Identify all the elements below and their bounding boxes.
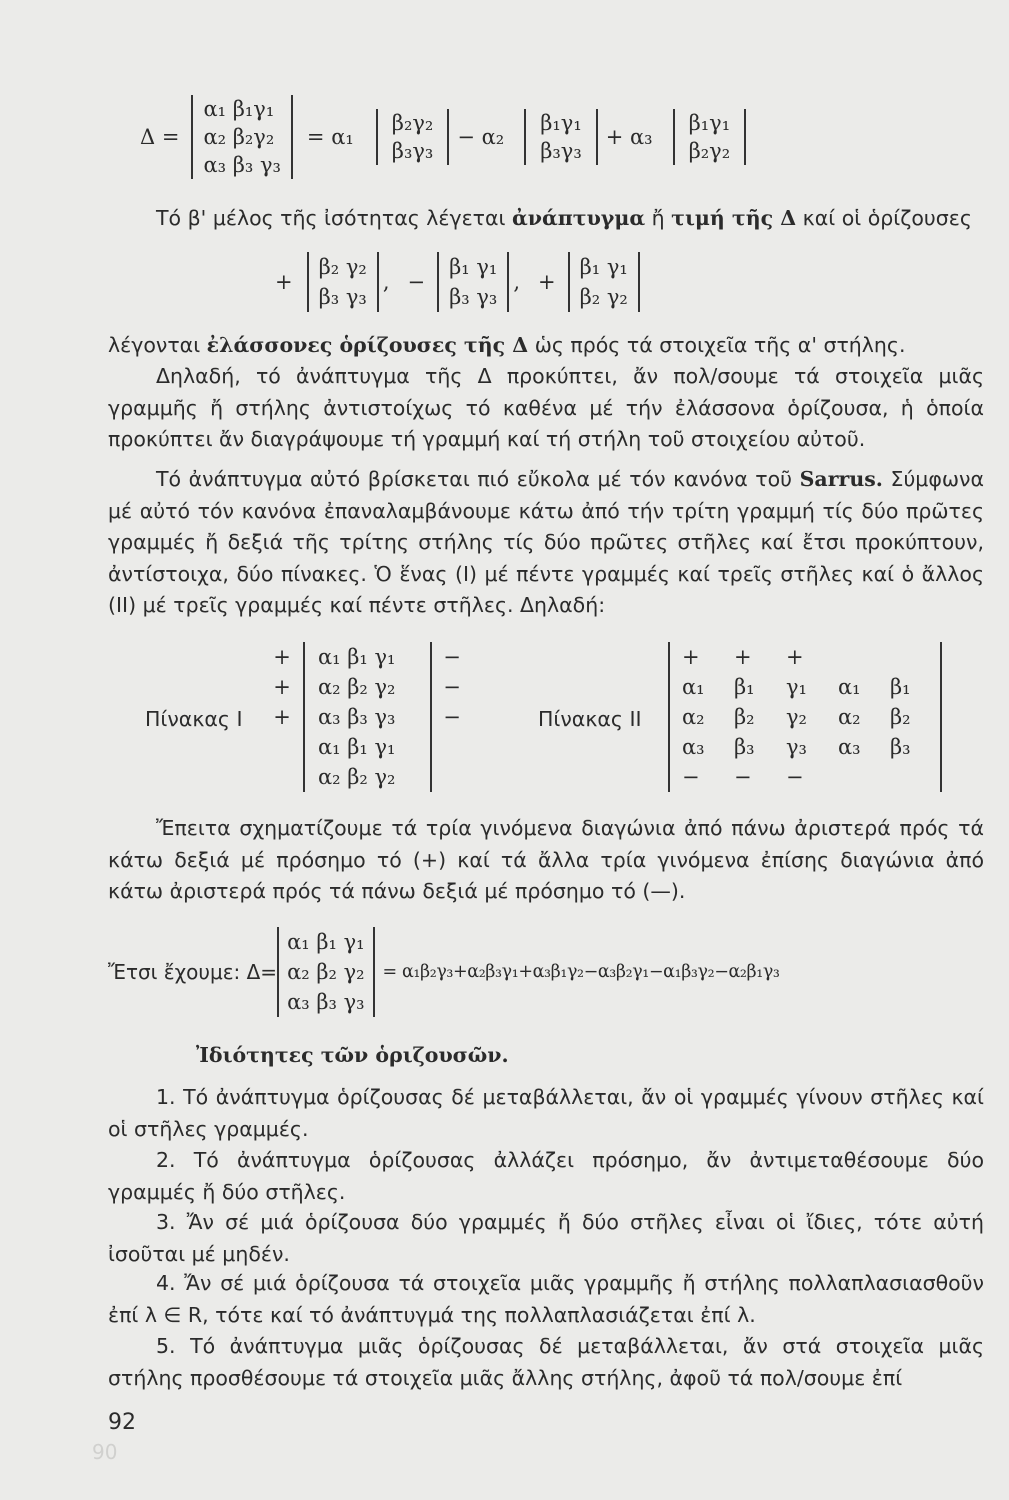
property-item: 3. Ἄν σέ μιά ὁρίζουσα δύο γραμμές ἤ δύο στῆλες εἶναι οἱ ἴδιες, τότε αὐτή ἰσοῦται μέ μηδέν. [108, 1210, 984, 1266]
property-item: 2. Τό ἀνάπτυγμα ὁρίζουσας ἀλλάζει πρόσημο, ἄν ἀντιμεταθέσουμε δύο γραμμές ἤ δύο στῆλες. [108, 1148, 984, 1204]
main-determinant: α₁ β₁γ₁ α₂ β₂γ₂ α₃ β₃ γ₃ [191, 95, 292, 179]
table-two-label: Πίνακας ΙΙ [538, 707, 642, 731]
table-one-right-signs: − − − [443, 645, 461, 729]
table-one-left-signs: + + + [273, 645, 291, 729]
coef-a2: − α₂ [457, 125, 505, 149]
table-two-row: α₁ β₁ γ₁ α₁ β₁ [682, 675, 911, 699]
minor-2: β₁γ₁ β₃γ₃ [524, 109, 598, 165]
result-equation [108, 922, 988, 1022]
result-determinant: α₁ β₁ γ₁ α₂ β₂ γ₂ α₃ β₃ γ₃ [277, 927, 374, 1017]
minor-3: β₁γ₁ β₂γ₂ [673, 109, 747, 165]
paragraph-diagonals: Ἔπειτα σχηματίζουμε τά τρία γινόμενα διαγώνια ἀπό πάνω ἀριστερά πρός τά κάτω δεξιά μέ πρόσημο τό (+) καί τά ἄλλα τρία γινόμενα ἐπίσης διαγώνια ἀπό κάτω ἀριστερά πρός τά πάνω δεξιά μέ πρόσημο τό (—). [108, 816, 984, 903]
paragraph-expansion-definition: Τό β' μέλος τῆς ἰσότητας λέγεται ἀνάπτυγμα ἤ τιμή τῆς Δ καί οἱ ὁρίζουσες [156, 206, 972, 230]
table-one-left-bar [303, 642, 305, 792]
table-one-rows: α₁ β₁ γ₁ α₂ β₂ γ₂ α₃ β₃ γ₃ α₁ β₁ γ₁ α₂ β₂ γ₂ [318, 645, 396, 789]
delta-lhs: Δ = [140, 125, 180, 149]
table-two-grid [682, 642, 930, 792]
result-lhs: Ἔτσι ἔχουμε: Δ= [108, 960, 278, 984]
minor-b1g1-b2g2: β₁ γ₁ β₂ γ₂ [568, 252, 640, 312]
table-two-row: α₃ β₃ γ₃ α₃ β₃ [682, 735, 911, 759]
bleed-through-page-number: 90 [92, 1440, 118, 1464]
coef-a1: = α₁ [306, 125, 354, 149]
determinant-expansion [140, 92, 746, 182]
properties-heading: Ἰδιότητες τῶν ὁριζουσῶν. [196, 1043, 509, 1067]
property-item: 5. Τό ἀνάπτυγμα μιᾶς ὁρίζουσας δέ μεταβάλλεται, ἄν στά στοιχεῖα μιᾶς στήλης προσθέσουμε τά στοιχεῖα μιᾶς ἄλλης στήλης, ἀφοῦ τά πολ/σουμε ἐπί [108, 1334, 984, 1390]
property-item: 4. Ἄν σέ μιά ὁρίζουσα τά στοιχεῖα μιᾶς γραμμῆς ἤ στήλης πολλαπλασιασθοῦν ἐπί λ ∈ R, τότε καί τό ἀνάπτυγμά της πολλαπλασιάζεται ἐπί λ. [108, 1271, 984, 1327]
result-rhs: = α₁β₂γ₃+α₂β₃γ₁+α₃β₁γ₂−α₃β₂γ₁−α₁β₃γ₂−α₂β₁γ₃ [382, 962, 780, 982]
paragraph-minors: λέγονται ἐλάσσονες ὁρίζουσες τῆς Δ ὡς πρός τά στοιχεῖα τῆς α' στήλης. [108, 333, 906, 357]
table-two-row: − − − [682, 765, 804, 789]
table-one-right-bar [430, 642, 432, 792]
table-two-left-bar [668, 642, 670, 792]
property-item: 1. Τό ἀνάπτυγμα ὁρίζουσας δέ μεταβάλλεται, ἄν οἱ γραμμές γίνουν στῆλες καί οἱ στῆλες γραμμές. [108, 1085, 984, 1141]
minors-line: + β₂ γ₂ β₃ γ₃ , − β₁ γ₁ β₃ γ₃ , + β₁ γ₁ β₂ γ₂ [275, 250, 640, 314]
table-two-row: α₂ β₂ γ₂ α₂ β₂ [682, 705, 911, 729]
table-two-row: + + + [682, 645, 804, 669]
minor-b2g2: β₂ γ₂ β₃ γ₃ [307, 252, 379, 312]
minor-1: β₂γ₂ β₃γ₃ [376, 109, 450, 165]
table-two-right-bar [940, 642, 942, 792]
table-one-label: Πίνακας Ι [145, 707, 243, 731]
paragraph-explanation: Δηλαδή, τό ἀνάπτυγμα τῆς Δ προκύπτει, ἄν πολ/σουμε τά στοιχεῖα μιᾶς γραμμῆς ἤ στήλης ἀντιστοίχως τό καθένα μέ τήν ἐλάσσονα ὁρίζουσα, ἡ ὁποία προκύπτει ἄν διαγράψουμε τή γραμμή καί τή στήλη τοῦ στοιχείου αὐτοῦ. [108, 364, 984, 451]
minor-b1g1-b3g3: β₁ γ₁ β₃ γ₃ [437, 252, 509, 312]
paragraph-sarrus: Τό ἀνάπτυγμα αὐτό βρίσκεται πιό εὔκολα μέ τόν κανόνα τοῦ Sarrus. Σύμφωνα μέ αὐτό τόν κανόνα ἐπαναλαμβάνουμε κάτω ἀπό τήν τρίτη γραμμή τίς δύο πρῶτες γραμμές ἤ δεξιά τῆς τρίτης στήλης τίς δύο πρῶτες στῆλες καί ἔτσι προκύπτουν, ἀντίστοιχα, δύο πίνακες. Ὁ ἕνας (Ι) μέ πέντε γραμμές καί τρεῖς στῆλες καί ὁ ἄλλος (ΙΙ) μέ τρεῖς γραμμές καί πέντε στῆλες. Δηλαδή: [108, 467, 984, 617]
coef-a3: + α₃ [605, 125, 653, 149]
page-number: 92 [108, 1410, 136, 1435]
